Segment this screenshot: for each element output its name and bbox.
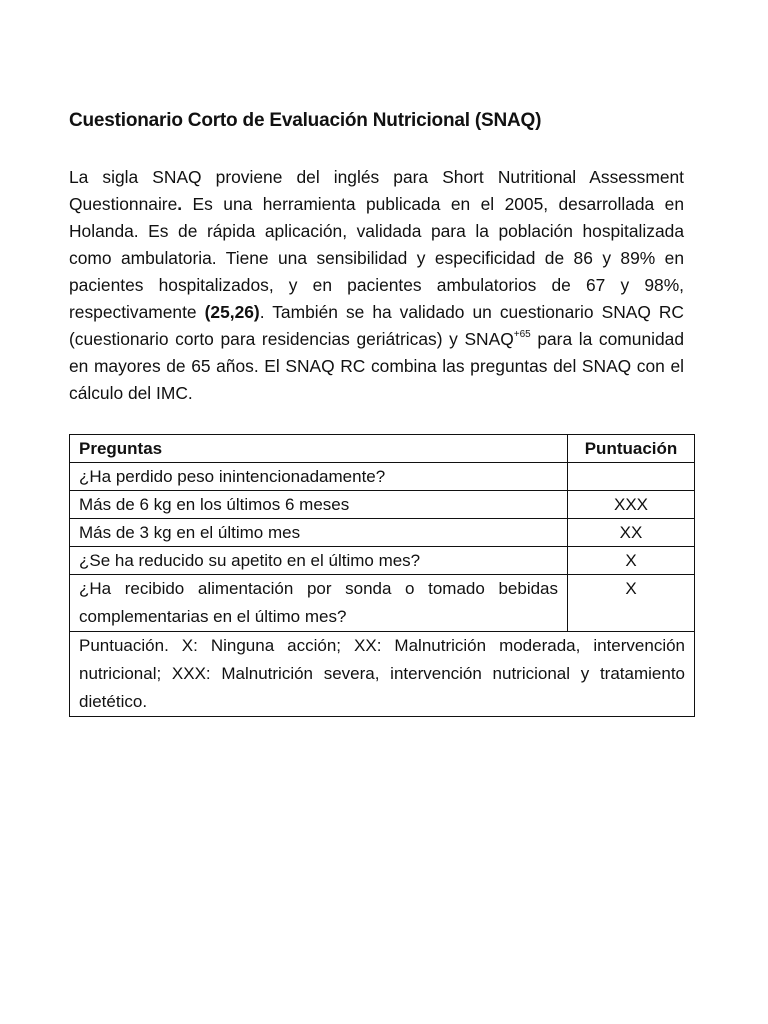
document-title: Cuestionario Corto de Evaluación Nutricional (SNAQ) — [69, 110, 542, 131]
question-cell: Más de 6 kg en los últimos 6 meses — [70, 491, 568, 519]
question-cell: ¿Ha recibido alimentación por sonda o tomado bebidas complementarias en el último mes? — [70, 575, 568, 632]
intro-paragraph — [69, 164, 684, 407]
score-cell — [568, 463, 695, 491]
score-cell: XX — [568, 519, 695, 547]
intro-citation: (25,26) — [204, 302, 260, 322]
snaq-table — [69, 434, 695, 717]
header-score: Puntuación — [568, 435, 695, 463]
table-header-row — [70, 435, 695, 463]
table-legend-row — [70, 632, 695, 717]
question-cell: ¿Ha perdido peso inintencionadamente? — [70, 463, 568, 491]
intro-text-part1: La sigla SNAQ proviene del inglés para Short Nutritional Assessment Questionnaire — [69, 167, 684, 214]
score-cell: XXX — [568, 491, 695, 519]
table-row — [70, 547, 695, 575]
intro-superscript: +65 — [513, 329, 531, 340]
intro-bold-period: . — [177, 194, 183, 214]
score-cell: X — [568, 575, 695, 632]
table-row — [70, 491, 695, 519]
score-legend: Puntuación. X: Ninguna acción; XX: Malnutrición moderada, intervención nutricional; XXX: Malnutrición severa, intervención nutricional y tratamiento dietético. — [70, 632, 695, 717]
table-row — [70, 519, 695, 547]
intro-text-part3: . También se ha validado un cuestionario SNAQ RC (cuestionario corto para residencias geriátricas) y SNAQ — [69, 302, 684, 349]
score-cell: X — [568, 547, 695, 575]
table-row — [70, 463, 695, 491]
header-questions: Preguntas — [70, 435, 568, 463]
question-cell: ¿Se ha reducido su apetito en el último mes? — [70, 547, 568, 575]
intro-text-part4: para la comunidad en mayores de 65 años. El SNAQ RC combina las preguntas del SNAQ con el cálculo del IMC. — [69, 329, 684, 403]
question-cell: Más de 3 kg en el último mes — [70, 519, 568, 547]
intro-text-part2: Es una herramienta publicada en el 2005, desarrollada en Holanda. Es de rápida aplicación, validada para la población hospitalizada como ambulatoria. Tiene una sensibilidad y especificidad de 86 y 89% en pacientes hospitalizados, y en pacientes ambulatorios de 67 y 98%, respectivamente — [69, 194, 684, 322]
table-row — [70, 575, 695, 632]
